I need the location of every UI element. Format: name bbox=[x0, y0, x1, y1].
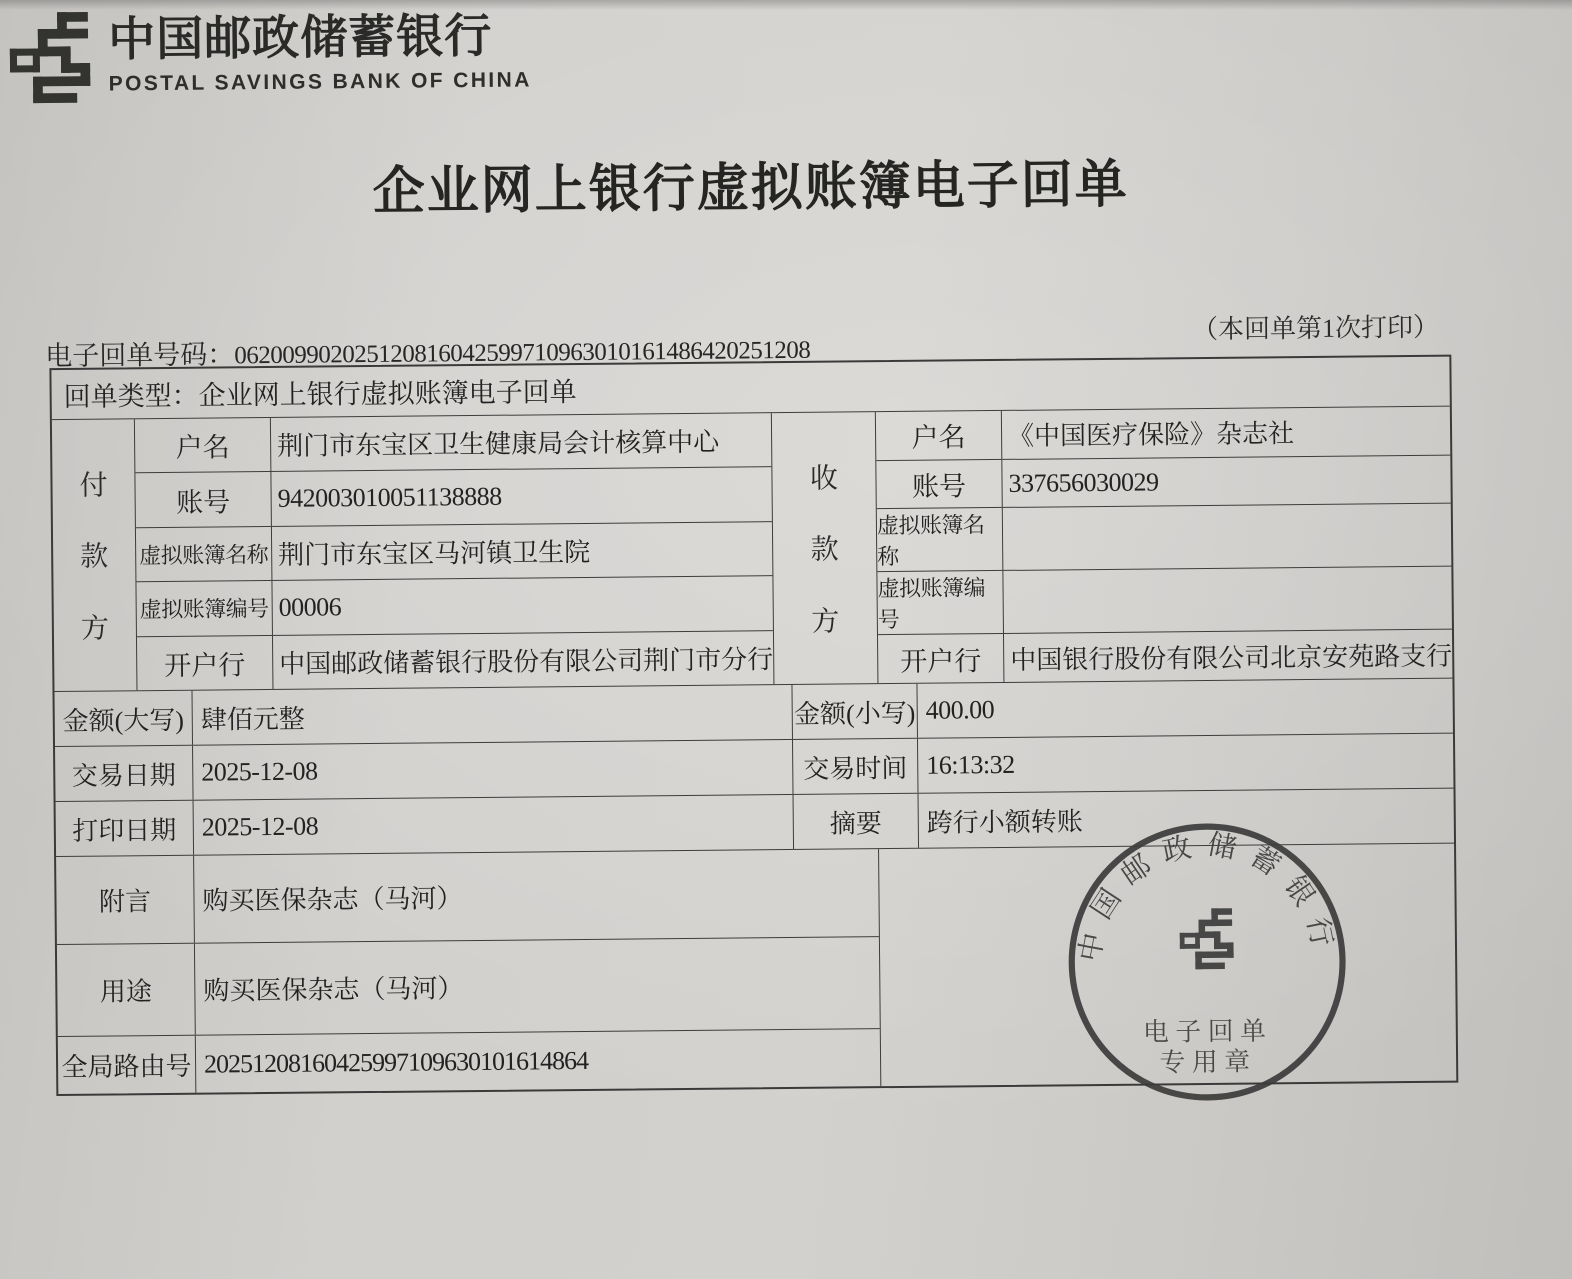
payee-name-value: 《中国医疗保险》杂志社 bbox=[1007, 419, 1295, 452]
purpose-row bbox=[57, 937, 880, 1037]
payer-side-char: 付 bbox=[79, 470, 108, 502]
payer-name-label: 户名 bbox=[135, 418, 272, 473]
payer-vbook-no-value: 00006 bbox=[278, 592, 342, 622]
payee-bank-value: 中国银行股份有限公司北京安苑路支行 bbox=[1010, 641, 1453, 675]
payee-bank-label: 开户行 bbox=[878, 634, 1004, 683]
bank-name-cn: 中国邮政储蓄银行 bbox=[107, 8, 493, 66]
stamp-line2: 专用章 bbox=[1159, 1047, 1257, 1078]
receipt-type-label: 回单类型： bbox=[63, 380, 199, 412]
bank-stamp bbox=[1063, 818, 1352, 1107]
payee-vbook-no-value bbox=[1004, 598, 1452, 602]
stamp-line1: 电子回单 bbox=[1142, 1016, 1273, 1047]
payee-side-char: 方 bbox=[811, 606, 840, 638]
bank-name-block bbox=[108, 3, 532, 96]
payer-side-label bbox=[52, 419, 138, 691]
bank-brand bbox=[6, 3, 532, 108]
payee-vbook-name-label: 虚拟账簿名称 bbox=[877, 508, 1004, 571]
payee-side-label bbox=[772, 412, 879, 684]
transaction-date-value: 2025-12-08 bbox=[193, 740, 793, 800]
receipt-number-label: 电子回单号码： bbox=[45, 339, 235, 372]
payer-vbook-no-label: 虚拟账簿编号 bbox=[136, 581, 273, 636]
document-title: 企业网上银行虚拟账簿电子回单 bbox=[372, 156, 1129, 221]
payee-account-row bbox=[876, 455, 1450, 509]
payee-name-row bbox=[876, 407, 1450, 461]
print-date-label: 打印日期 bbox=[56, 801, 195, 856]
amount-figures-value: 400.00 bbox=[925, 695, 995, 725]
global-route-value: 20251208160425997109630101614864 bbox=[203, 1045, 589, 1079]
summary-label: 摘要 bbox=[794, 794, 920, 849]
svg-text:中国邮政储蓄银行 bbox=[1073, 827, 1341, 964]
payer-side-char: 款 bbox=[80, 542, 109, 574]
payer-name-value: 荆门市东宝区卫生健康局会计核算中心 bbox=[276, 427, 720, 462]
payee-name-label: 户名 bbox=[876, 411, 1002, 460]
print-count-note: （本回单第1次打印） bbox=[1191, 312, 1440, 345]
payee-vbook-no-label: 虚拟账簿编号 bbox=[877, 571, 1004, 634]
payer-bank-row bbox=[137, 631, 773, 691]
payee-bank-row bbox=[878, 630, 1452, 683]
payer-vbook-no-row bbox=[136, 576, 773, 637]
payer-bank-label: 开户行 bbox=[137, 636, 274, 691]
payee-vbook-no-row bbox=[877, 567, 1452, 636]
parties-section bbox=[52, 407, 1453, 692]
bank-name-en: POSTAL SAVINGS BANK OF CHINA bbox=[108, 68, 532, 96]
transaction-time-label: 交易时间 bbox=[793, 739, 919, 794]
payer-account-row bbox=[135, 468, 772, 529]
payer-bank-value: 中国邮政储蓄银行股份有限公司荆门市分行 bbox=[279, 644, 774, 679]
payee-vbook-name-value bbox=[1003, 535, 1451, 539]
summary-value: 跨行小额转账 bbox=[926, 806, 1083, 838]
payer-side-char: 方 bbox=[80, 613, 110, 645]
payer-name-row bbox=[135, 413, 772, 474]
payee-side-char: 款 bbox=[810, 535, 839, 567]
stamp-arc-text: 中国邮政储蓄银行 bbox=[1074, 829, 1340, 965]
receipt-number-value: 062009902025120816042599710963010161486420251208 bbox=[234, 336, 811, 370]
global-route-row bbox=[58, 1029, 881, 1094]
payee-vbook-name-row bbox=[877, 504, 1452, 573]
payer-section bbox=[52, 413, 775, 691]
global-route-label: 全局路由号 bbox=[58, 1036, 197, 1094]
payer-account-value: 942003010051138888 bbox=[277, 481, 502, 514]
amount-words-label: 金额(大写) bbox=[54, 691, 193, 746]
payee-section bbox=[772, 407, 1453, 684]
purpose-label: 用途 bbox=[57, 944, 196, 1036]
amount-figures-label: 金额(小写) bbox=[792, 684, 918, 739]
notes-left-block bbox=[56, 849, 881, 1094]
postscript-label: 附言 bbox=[56, 856, 195, 944]
payer-vbook-name-row bbox=[136, 522, 773, 583]
transaction-time-value: 16:13:32 bbox=[926, 749, 1015, 780]
postscript-row bbox=[56, 849, 879, 945]
payee-account-value: 337656030029 bbox=[1008, 466, 1159, 498]
purpose-value: 购买医保杂志（马河） bbox=[203, 974, 464, 1006]
receipt-type-value: 企业网上银行虚拟账簿电子回单 bbox=[198, 377, 577, 411]
payee-side-char: 收 bbox=[809, 463, 839, 495]
print-date-value: 2025-12-08 bbox=[194, 795, 794, 855]
payer-vbook-name-label: 虚拟账簿名称 bbox=[136, 527, 273, 582]
stamp-emblem-icon bbox=[1180, 908, 1234, 969]
amount-words-value: 肆佰元整 bbox=[192, 685, 792, 745]
psbc-emblem-icon bbox=[6, 8, 95, 109]
postscript-value: 购买医保杂志（马河） bbox=[202, 884, 463, 916]
transaction-date-label: 交易日期 bbox=[55, 746, 194, 801]
payer-vbook-name-value: 荆门市东宝区马河镇卫生院 bbox=[278, 537, 591, 570]
payer-account-label: 账号 bbox=[135, 472, 272, 527]
payee-account-label: 账号 bbox=[876, 460, 1002, 509]
